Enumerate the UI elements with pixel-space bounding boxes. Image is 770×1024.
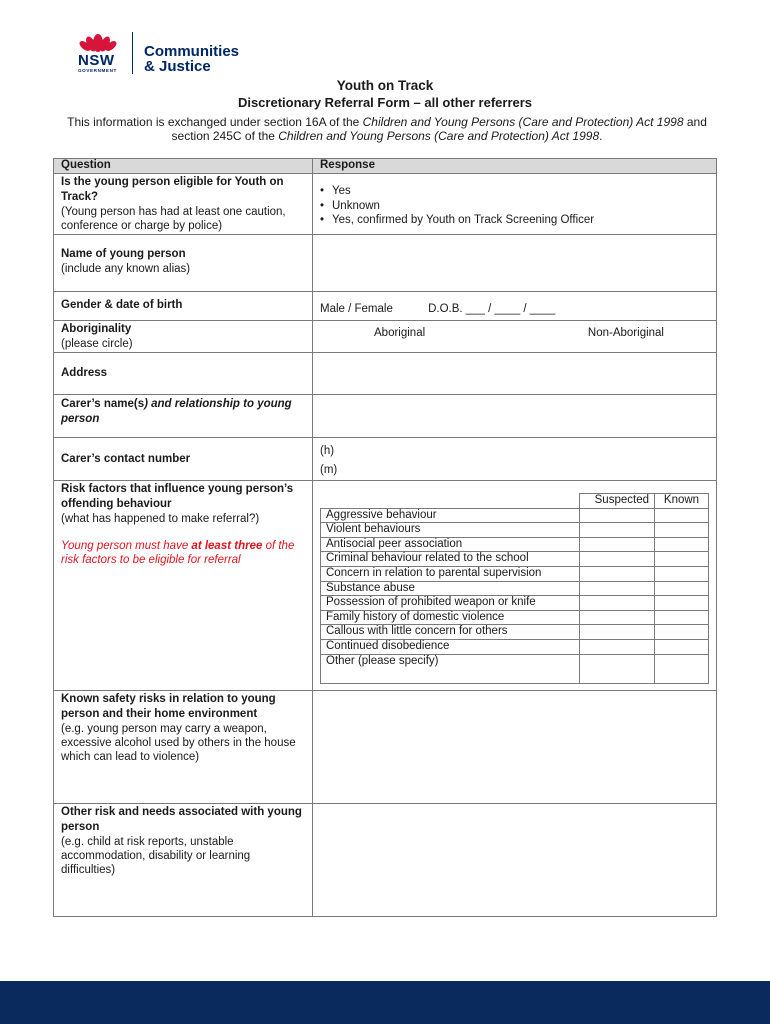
intro-act-2: Children and Young Persons (Care and Protection) Act 1998 [278, 129, 600, 143]
logo-name-line2: & Justice [144, 58, 211, 75]
risk-factor-row [321, 581, 709, 596]
known-cell[interactable] [655, 596, 709, 611]
home-phone-field[interactable]: (h) [320, 445, 335, 457]
gender-row [54, 292, 717, 321]
risk-factor-row [321, 508, 709, 523]
aboriginality-row [54, 321, 717, 353]
risk-eligibility-warning [61, 539, 305, 567]
risk-factors-row [54, 481, 717, 691]
risk-response [313, 481, 717, 691]
risk-factor-row [321, 654, 709, 683]
risk-factor-label: Criminal behaviour related to the school [321, 552, 580, 567]
suspected-cell[interactable] [580, 654, 655, 683]
eligibility-option-unknown[interactable]: • Unknown [320, 199, 709, 214]
name-question: Name of young person [61, 248, 186, 260]
other-response-field[interactable] [313, 804, 717, 917]
suspected-cell[interactable] [580, 537, 655, 552]
carer-question-part2: ) and relationship to young person [61, 398, 292, 425]
logo-name-line1: Communities [144, 43, 240, 60]
known-cell[interactable] [655, 523, 709, 538]
name-row [54, 235, 717, 292]
risk-factor-label: Callous with little concern for others [321, 625, 580, 640]
risk-factor-row [321, 639, 709, 654]
known-cell[interactable] [655, 552, 709, 567]
suspected-cell[interactable] [580, 639, 655, 654]
safety-question: Known safety risks in relation to young person and their home environment [61, 693, 276, 720]
known-cell[interactable] [655, 508, 709, 523]
known-cell[interactable] [655, 537, 709, 552]
risk-factor-row [321, 596, 709, 611]
contact-response [313, 438, 717, 481]
risk-note: (what has happened to make referral?) [61, 513, 260, 525]
gender-options: Male / Female [320, 303, 393, 315]
risk-factor-label: Concern in relation to parental supervision [321, 566, 580, 581]
risk-factor-row [321, 523, 709, 538]
intro-paragraph [62, 115, 712, 143]
col-known: Known [655, 494, 709, 509]
address-question: Address [61, 367, 108, 379]
risk-factor-label: Aggressive behaviour [321, 508, 580, 523]
risk-warning-part1: Young person must have [61, 540, 192, 552]
page-title: Youth on Track [336, 78, 434, 93]
nsw-communities-justice-logo [76, 30, 256, 76]
suspected-cell[interactable] [580, 508, 655, 523]
eligibility-option-confirmed[interactable]: • Yes, confirmed by Youth on Track Screening Officer [320, 213, 709, 228]
waratah-icon [78, 30, 118, 54]
risk-question: Risk factors that influence young person’s offending behaviour [61, 483, 294, 510]
carer-response-field[interactable] [313, 395, 717, 438]
suspected-cell[interactable] [580, 596, 655, 611]
suspected-cell[interactable] [580, 625, 655, 640]
eligibility-row [54, 174, 717, 235]
logo-nsw-text: NSW [78, 52, 115, 69]
contact-question: Carer’s contact number [61, 453, 191, 465]
other-risks-row [54, 804, 717, 917]
safety-risks-row [54, 691, 717, 804]
risk-factor-row [321, 537, 709, 552]
carer-row [54, 395, 717, 438]
name-note: (include any known alias) [61, 263, 191, 275]
header-response: Response [313, 159, 717, 174]
aboriginality-response [313, 321, 717, 353]
intro-act-1: Children and Young Persons (Care and Protection) Act 1998 [362, 115, 684, 129]
known-cell[interactable] [655, 654, 709, 683]
risk-header-row [321, 494, 709, 509]
table-header-row [54, 159, 717, 174]
risk-factor-label: Possession of prohibited weapon or knife [321, 596, 580, 611]
logo-divider [132, 32, 133, 74]
risk-factor-row [321, 610, 709, 625]
known-cell[interactable] [655, 581, 709, 596]
other-question: Other risk and needs associated with young person [61, 806, 302, 833]
safety-note: (e.g. young person may carry a weapon, excessive alcohol used by others in the house which can lead to violence) [61, 723, 296, 763]
known-cell[interactable] [655, 566, 709, 581]
known-cell[interactable] [655, 639, 709, 654]
suspected-cell[interactable] [580, 566, 655, 581]
risk-warning-emphasis: at least three [191, 540, 263, 552]
suspected-cell[interactable] [580, 552, 655, 567]
risk-factor-label: Substance abuse [321, 581, 580, 596]
footer-bar [0, 981, 770, 1024]
intro-text-1: This information is exchanged under section 16A of the [67, 115, 363, 129]
carer-question-part1: Carer’s name(s [61, 398, 145, 410]
other-note: (e.g. child at risk reports, unstable accommodation, disability or learning difficulties) [61, 836, 251, 876]
dob-field[interactable]: D.O.B. ___ / ____ / ____ [428, 303, 556, 315]
aboriginality-note: (please circle) [61, 338, 133, 350]
eligibility-option-yes[interactable]: • Yes [320, 184, 709, 199]
address-response-field[interactable] [313, 353, 717, 395]
known-cell[interactable] [655, 625, 709, 640]
risk-factor-label: Antisocial peer association [321, 537, 580, 552]
risk-factor-label: Continued disobedience [321, 639, 580, 654]
gender-question: Gender & date of birth [61, 299, 183, 311]
known-cell[interactable] [655, 610, 709, 625]
aboriginal-option[interactable]: Aboriginal [374, 327, 426, 339]
aboriginality-question: Aboriginality [61, 323, 132, 335]
risk-warning-part2: of the risk factors to be eligible for referral [61, 540, 295, 566]
safety-response-field[interactable] [313, 691, 717, 804]
risk-factors-table [320, 493, 709, 684]
risk-factor-label: Family history of domestic violence [321, 610, 580, 625]
risk-factor-row [321, 552, 709, 567]
non-aboriginal-option[interactable]: Non-Aboriginal [587, 327, 664, 339]
referral-form-table [53, 158, 717, 917]
page-subtitle: Discretionary Referral Form – all other referrers [237, 95, 533, 110]
contact-row [54, 438, 717, 481]
eligibility-options [320, 184, 709, 228]
suspected-cell[interactable] [580, 523, 655, 538]
eligibility-response[interactable] [313, 174, 717, 235]
risk-factor-label: Other (please specify) [321, 654, 580, 683]
name-response-field[interactable] [313, 235, 717, 292]
intro-text-3: . [599, 129, 603, 143]
suspected-cell[interactable] [580, 581, 655, 596]
col-suspected: Suspected [580, 494, 655, 509]
header-question: Question [54, 159, 313, 174]
risk-factor-label: Violent behaviours [321, 523, 580, 538]
logo-government-text: GOVERNMENT [78, 68, 117, 73]
gender-response-field[interactable] [313, 292, 717, 321]
risk-factor-row [321, 566, 709, 581]
logo-department-name [144, 44, 239, 74]
eligibility-note: (Young person has had at least one caution, conference or charge by police) [61, 206, 286, 232]
mobile-phone-field[interactable]: (m) [320, 464, 338, 476]
carer-question [61, 397, 305, 427]
eligibility-question: Is the young person eligible for Youth on Track? [61, 176, 284, 203]
suspected-cell[interactable] [580, 610, 655, 625]
intro-text-2: and section 245C of the [171, 115, 707, 143]
risk-factor-row [321, 625, 709, 640]
address-row [54, 353, 717, 395]
